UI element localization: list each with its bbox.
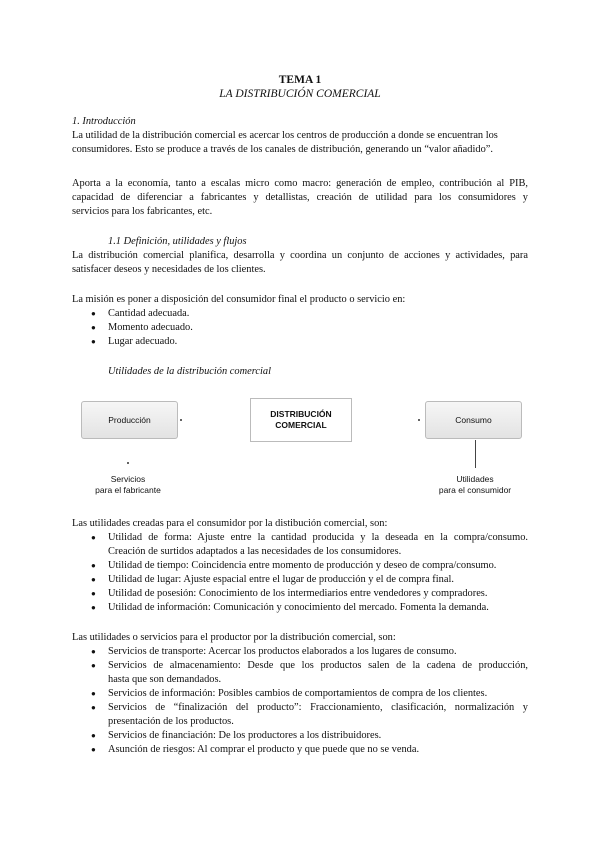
bullet-icon: ●	[91, 337, 96, 346]
diagram-box-distribution	[250, 398, 352, 442]
diagram-caption-consumer-1: Utilidades	[456, 474, 494, 484]
list-item: Momento adecuado.	[108, 322, 193, 333]
section-heading-definition: 1.1 Definición, utilidades y flujos	[108, 236, 247, 247]
paragraph-line: consumidores. Esto se produce a través de los canales de distribución, generando un “valor añadido”.	[72, 144, 493, 155]
paragraph-line: capacidad de diferenciar a fabricantes y detallistas, creación de utilidad para los consumidores y	[72, 192, 528, 203]
bullet-icon: ●	[91, 731, 96, 740]
bullet-icon: ●	[91, 561, 96, 570]
bullet-icon: ●	[91, 575, 96, 584]
bullet-icon: ●	[91, 323, 96, 332]
diagram-connector-line	[475, 440, 476, 468]
list-item: Servicios de financiación: De los productores a los distribuidores.	[108, 730, 382, 741]
paragraph-line: Aporta a la economía, tanto a escalas micro como macro: generación de empleo, contribución al PIB,	[72, 178, 528, 189]
bullet-icon: ●	[91, 703, 96, 712]
bullet-icon: ●	[91, 745, 96, 754]
list-item: Utilidad de lugar: Ajuste espacial entre el lugar de producción y el de compra final.	[108, 574, 454, 585]
list-item: Utilidad de información: Comunicación y conocimiento del mercado. Fomenta la demanda.	[108, 602, 489, 613]
section-heading-intro: 1. Introducción	[72, 116, 136, 127]
paragraph-line: La utilidad de la distribución comercial es acercar los centros de producción a donde se encuentran los	[72, 130, 498, 141]
bullet-icon: ●	[91, 689, 96, 698]
bullet-icon: ●	[91, 647, 96, 656]
list-item-continuation: hasta que son demandados.	[108, 674, 222, 685]
paragraph-line: La distribución comercial planifica, desarrolla y coordina un conjunto de acciones y actividades, para	[72, 250, 528, 261]
list-item: Servicios de “finalización del producto”: Fraccionamiento, clasificación, normalización y	[108, 702, 528, 713]
consumer-utilities-intro: Las utilidades creadas para el consumidor por la distibución comercial, son:	[72, 518, 388, 529]
diagram-title: Utilidades de la distribución comercial	[108, 366, 271, 377]
page-title: TEMA 1	[278, 74, 322, 86]
diagram-box-distribution-line2: COMERCIAL	[275, 420, 327, 430]
producer-services-intro: Las utilidades o servicios para el productor por la distribución comercial, son:	[72, 632, 396, 643]
list-item: Servicios de almacenamiento: Desde que los productos salen de la cadena de producción,	[108, 660, 528, 671]
list-item: Utilidad de forma: Ajuste entre la cantidad producida y la deseada en la compra/consumo.	[108, 532, 528, 543]
diagram-box-consumption: Consumo	[425, 401, 522, 439]
list-item-continuation: Creación de surtidos adaptados a las necesidades de los consumidores.	[108, 546, 402, 557]
bullet-icon: ●	[91, 589, 96, 598]
diagram-caption-manufacturer-2: para el fabricante	[95, 485, 161, 495]
diagram-connector-dot	[127, 462, 129, 464]
list-item: Utilidad de posesión: Conocimiento de los intermediarios entre vendedores y compradores.	[108, 588, 488, 599]
diagram-box-production: Producción	[81, 401, 178, 439]
bullet-icon: ●	[91, 603, 96, 612]
paragraph-line: satisfacer deseos y necesidades de los clientes.	[72, 264, 266, 275]
list-item-continuation: presentación de los productos.	[108, 716, 234, 727]
bullet-icon: ●	[91, 533, 96, 542]
bullet-icon: ●	[91, 309, 96, 318]
list-item: Servicios de transporte: Acercar los productos elaborados a los lugares de consumo.	[108, 646, 457, 657]
list-item: Lugar adecuado.	[108, 336, 178, 347]
list-item: Asunción de riesgos: Al comprar el producto y que puede que no se venda.	[108, 744, 420, 755]
bullet-icon: ●	[91, 661, 96, 670]
page-subtitle: LA DISTRIBUCIÓN COMERCIAL	[219, 88, 381, 100]
paragraph-line: servicios para los fabricantes, etc.	[72, 206, 213, 217]
diagram-box-distribution-line1: DISTRIBUCIÓN	[270, 409, 332, 419]
diagram-connector-dot	[418, 419, 420, 421]
diagram-caption-manufacturer-1: Servicios	[110, 474, 146, 484]
list-item: Utilidad de tiempo: Coincidencia entre momento de producción y deseo de compra/consumo.	[108, 560, 497, 571]
list-item: Cantidad adecuada.	[108, 308, 190, 319]
diagram-connector-dot	[180, 419, 182, 421]
list-item: Servicios de información: Posibles cambios de comportamientos de compra de los clientes.	[108, 688, 488, 699]
mission-intro: La misión es poner a disposición del consumidor final el producto o servicio en:	[72, 294, 406, 305]
diagram-caption-consumer-2: para el consumidor	[438, 485, 512, 495]
